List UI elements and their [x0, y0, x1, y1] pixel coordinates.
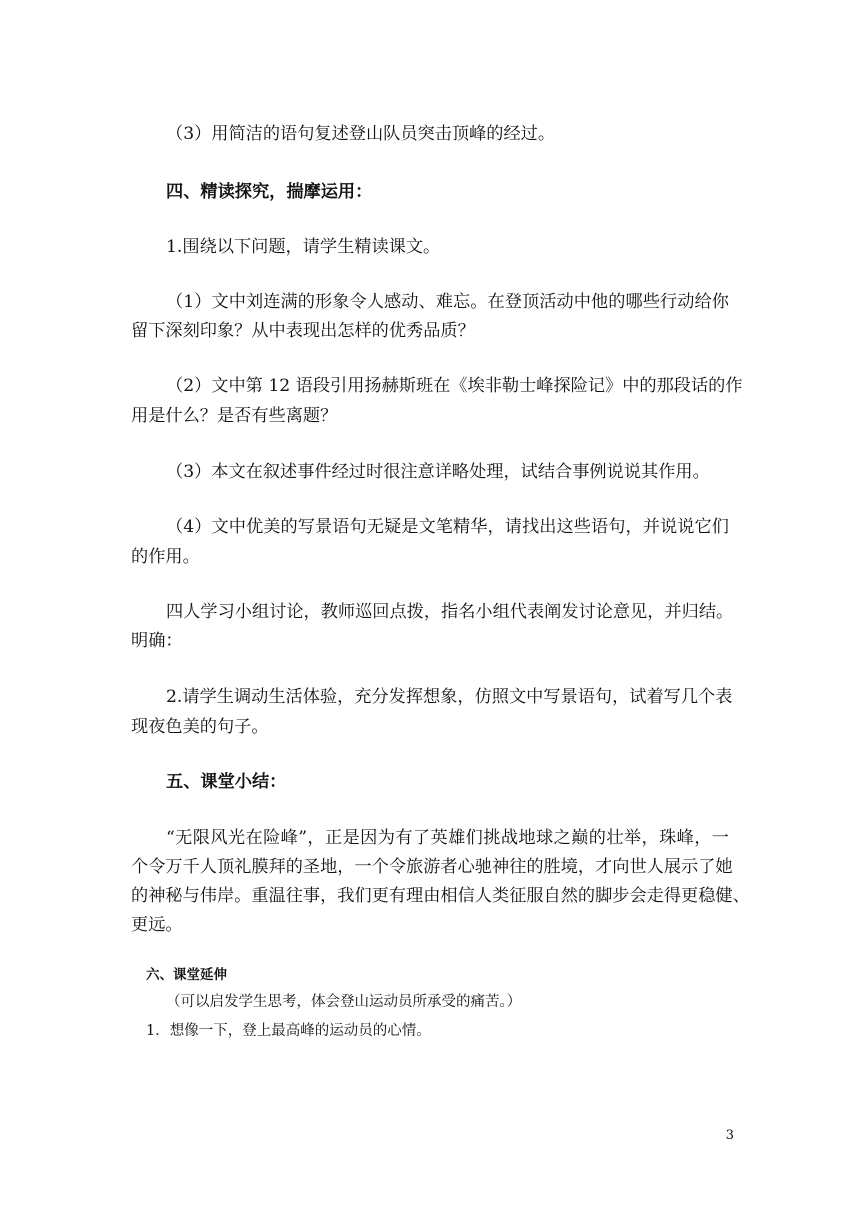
paragraph-close-reading-intro: 1.围绕以下问题，请学生精读课文。 — [166, 237, 441, 257]
paragraph-retell-summit: （3）用简洁的语句复述登山队员突击顶峰的经过。 — [166, 124, 556, 144]
page-number: 3 — [725, 1128, 734, 1143]
discussion-line-1: 四人学习小组讨论，教师巡回点拨，指名小组代表阐发讨论意见，并归结。 — [166, 602, 734, 622]
question-1-line-1: （1）文中刘连满的形象令人感动、难忘。在登顶活动中他的哪些行动给你 — [166, 292, 729, 312]
discussion-line-2: 明确： — [131, 631, 183, 651]
summary-line-4: 更远。 — [131, 915, 183, 935]
question-3: （3）本文在叙述事件经过时很注意详略处理，试结合事例说说其作用。 — [166, 462, 710, 482]
summary-line-3: 的神秘与伟岸。重温往事，我们更有理由相信人类征服自然的脚步会走得更稳健、 — [131, 886, 750, 906]
question-2-line-2: 用是什么？是否有些离题？ — [131, 406, 338, 426]
section-heading-extension: 六、课堂延伸 — [146, 967, 227, 983]
paragraph-writing-task-line-2: 现夜色美的句子。 — [131, 717, 269, 737]
question-2-line-1: （2）文中第 12 语段引用扬赫斯班在《埃非勒士峰探险记》中的那段话的作 — [166, 376, 743, 396]
summary-line-2: 个令万千人顶礼膜拜的圣地，一个令旅游者心驰神往的胜境，才向世人展示了她 — [131, 857, 733, 877]
extension-item-1: 1．想像一下，登上最高峰的运动员的心情。 — [146, 1023, 431, 1039]
section-heading-summary: 五、课堂小结： — [166, 772, 287, 792]
question-4-line-1: （4）文中优美的写景语句无疑是文笔精华，请找出这些语句，并说说它们 — [166, 517, 729, 537]
question-1-line-2: 留下深刻印象？从中表现出怎样的优秀品质？ — [131, 321, 475, 341]
section-heading-close-reading: 四、精读探究，揣摩运用： — [166, 182, 373, 202]
summary-line-1: “无限风光在险峰”，正是因为有了英雄们挑战地球之巅的壮举，珠峰，一 — [166, 828, 729, 848]
extension-note: （可以启发学生思考，体会登山运动员所承受的痛苦。） — [166, 994, 522, 1010]
paragraph-writing-task-line-1: 2.请学生调动生活体验，充分发挥想象，仿照文中写景语句，试着写几个表 — [166, 687, 733, 707]
question-4-line-2: 的作用。 — [131, 547, 200, 567]
